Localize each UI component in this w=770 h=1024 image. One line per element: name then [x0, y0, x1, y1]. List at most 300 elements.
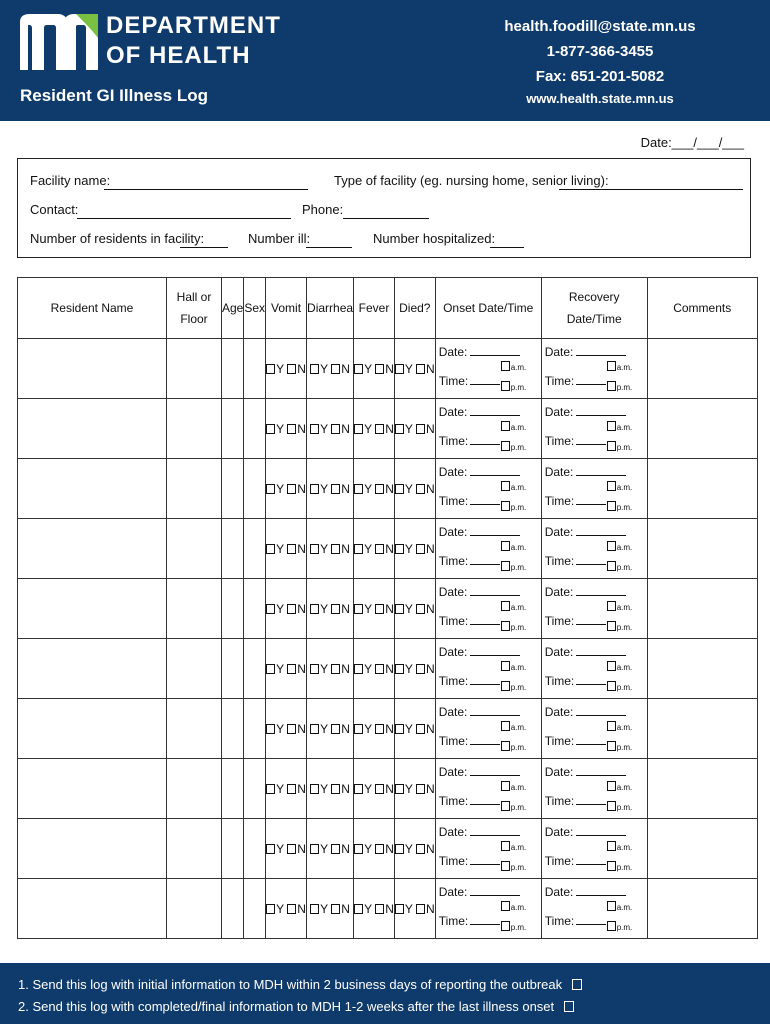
- onset-time[interactable]: [439, 614, 501, 628]
- died-yes-checkbox[interactable]: [395, 844, 404, 854]
- am-checkbox[interactable]: [501, 841, 510, 851]
- diarrhea-yes-checkbox[interactable]: [310, 604, 319, 614]
- onset-pm[interactable]: [501, 381, 527, 392]
- fever-no-checkbox[interactable]: [375, 664, 384, 674]
- recovery-date[interactable]: [545, 525, 627, 539]
- facility-type-field[interactable]: [559, 189, 743, 190]
- onset-time[interactable]: [439, 374, 501, 388]
- vomit-no-checkbox[interactable]: [287, 844, 296, 854]
- fever-no-checkbox[interactable]: [375, 784, 384, 794]
- fever-yes-checkbox[interactable]: [354, 484, 363, 494]
- onset-time[interactable]: [439, 854, 501, 868]
- resident-name-cell[interactable]: [18, 879, 167, 939]
- onset-pm[interactable]: [501, 921, 527, 932]
- recovery-time[interactable]: [545, 734, 607, 748]
- died-yes-checkbox[interactable]: [395, 604, 404, 614]
- diarrhea-yes-checkbox[interactable]: [310, 784, 319, 794]
- onset-am[interactable]: [501, 721, 527, 732]
- fever-yes-checkbox[interactable]: [354, 424, 363, 434]
- hospitalized-count-field[interactable]: [490, 247, 524, 248]
- pm-checkbox[interactable]: [501, 621, 510, 631]
- time-label: Time:: [438, 434, 469, 448]
- vomit-no-checkbox[interactable]: [287, 784, 296, 794]
- onset-am[interactable]: [501, 781, 527, 792]
- recovery-pm[interactable]: [607, 621, 633, 632]
- died-yes-checkbox[interactable]: [395, 364, 404, 374]
- am-checkbox[interactable]: [607, 661, 616, 671]
- ill-count-field[interactable]: [306, 247, 352, 248]
- hall-floor-cell[interactable]: [167, 579, 222, 639]
- onset-am[interactable]: [501, 601, 527, 612]
- onset-date[interactable]: [439, 585, 521, 599]
- onset-pm[interactable]: [501, 501, 527, 512]
- fever-yes-checkbox[interactable]: [354, 724, 363, 734]
- recovery-pm[interactable]: [607, 921, 633, 932]
- sex-cell[interactable]: [244, 399, 266, 459]
- fever-no-checkbox[interactable]: [375, 604, 384, 614]
- died-no-checkbox[interactable]: [416, 544, 425, 554]
- fever-yes-checkbox[interactable]: [354, 904, 363, 914]
- age-cell[interactable]: [222, 339, 244, 399]
- recovery-time[interactable]: [545, 914, 607, 928]
- onset-date[interactable]: [439, 405, 521, 419]
- died-no-checkbox[interactable]: [416, 784, 425, 794]
- onset-pm[interactable]: [501, 561, 527, 572]
- fever-yes-checkbox[interactable]: [354, 544, 363, 554]
- age-cell[interactable]: [222, 879, 244, 939]
- resident-name-cell[interactable]: [18, 759, 167, 819]
- comments-cell[interactable]: [647, 339, 757, 399]
- onset-pm[interactable]: [501, 801, 527, 812]
- hall-floor-cell[interactable]: [167, 639, 222, 699]
- sex-cell[interactable]: [244, 339, 266, 399]
- onset-cell: [435, 519, 541, 579]
- recovery-pm[interactable]: [607, 861, 633, 872]
- recovery-pm[interactable]: [607, 501, 633, 512]
- hall-floor-cell[interactable]: [167, 339, 222, 399]
- pm-checkbox[interactable]: [607, 381, 616, 391]
- pm-checkbox[interactable]: [501, 861, 510, 871]
- died-yes-checkbox[interactable]: [395, 904, 404, 914]
- vomit-no-checkbox[interactable]: [287, 664, 296, 674]
- onset-date[interactable]: [439, 885, 521, 899]
- resident-name-cell[interactable]: [18, 339, 167, 399]
- recovery-am[interactable]: [607, 841, 633, 852]
- onset-cell: [435, 699, 541, 759]
- onset-date[interactable]: [439, 705, 521, 719]
- diarrhea-no-checkbox[interactable]: [331, 784, 340, 794]
- am-checkbox[interactable]: [501, 481, 510, 491]
- hall-floor-cell[interactable]: [167, 399, 222, 459]
- diarrhea-no-checkbox[interactable]: [331, 844, 340, 854]
- onset-pm[interactable]: [501, 681, 527, 692]
- pm-checkbox[interactable]: [607, 861, 616, 871]
- vomit-yn: [266, 639, 307, 699]
- pm-checkbox[interactable]: [607, 681, 616, 691]
- am-checkbox[interactable]: [501, 781, 510, 791]
- comments-cell[interactable]: [647, 579, 757, 639]
- diarrhea-no-checkbox[interactable]: [331, 364, 340, 374]
- onset-time[interactable]: [439, 674, 501, 688]
- am-label: a.m.: [616, 603, 633, 612]
- age-cell[interactable]: [222, 639, 244, 699]
- pm-checkbox[interactable]: [607, 621, 616, 631]
- time-label: Time:: [544, 794, 575, 808]
- pm-checkbox[interactable]: [501, 501, 510, 511]
- died-yes-checkbox[interactable]: [395, 724, 404, 734]
- am-checkbox[interactable]: [607, 421, 616, 431]
- pm-checkbox[interactable]: [501, 381, 510, 391]
- comments-cell[interactable]: [647, 459, 757, 519]
- phone-field[interactable]: [343, 218, 429, 219]
- diarrhea-no-checkbox[interactable]: [331, 544, 340, 554]
- hall-floor-cell[interactable]: [167, 759, 222, 819]
- fever-no-checkbox[interactable]: [375, 544, 384, 554]
- table-row: [18, 399, 758, 459]
- comments-cell[interactable]: [647, 519, 757, 579]
- fever-yes-checkbox[interactable]: [354, 664, 363, 674]
- sex-cell[interactable]: [244, 699, 266, 759]
- sex-cell[interactable]: [244, 579, 266, 639]
- pm-label: p.m.: [510, 923, 527, 932]
- fever-yn: [354, 339, 395, 399]
- fever-no-checkbox[interactable]: [375, 904, 384, 914]
- recovery-pm[interactable]: [607, 681, 633, 692]
- fever-no-checkbox[interactable]: [375, 484, 384, 494]
- vomit-yes-checkbox[interactable]: [266, 544, 275, 554]
- recovery-date[interactable]: [545, 705, 627, 719]
- comments-cell[interactable]: [647, 639, 757, 699]
- am-checkbox[interactable]: [607, 901, 616, 911]
- onset-am[interactable]: [501, 421, 527, 432]
- fever-yes-checkbox[interactable]: [354, 604, 363, 614]
- sex-cell[interactable]: [244, 759, 266, 819]
- recovery-date[interactable]: [545, 405, 627, 419]
- am-checkbox[interactable]: [501, 421, 510, 431]
- died-no-checkbox[interactable]: [416, 904, 425, 914]
- yes-label: Y: [404, 781, 413, 796]
- onset-date[interactable]: [439, 345, 521, 359]
- sex-cell[interactable]: [244, 459, 266, 519]
- no-label: N: [341, 541, 350, 556]
- recovery-am[interactable]: [607, 721, 633, 732]
- died-no-checkbox[interactable]: [416, 664, 425, 674]
- recovery-am[interactable]: [607, 481, 633, 492]
- hall-floor-cell[interactable]: [167, 699, 222, 759]
- am-checkbox[interactable]: [607, 361, 616, 371]
- vomit-yes-checkbox[interactable]: [266, 364, 275, 374]
- diarrhea-no-checkbox[interactable]: [331, 724, 340, 734]
- died-no-checkbox[interactable]: [416, 484, 425, 494]
- illness-log-table: [17, 277, 758, 939]
- recovery-am[interactable]: [607, 421, 633, 432]
- hall-floor-cell[interactable]: [167, 879, 222, 939]
- recovery-date[interactable]: [545, 465, 627, 479]
- recovery-time[interactable]: [545, 674, 607, 688]
- recovery-pm[interactable]: [607, 801, 633, 812]
- onset-am[interactable]: [501, 661, 527, 672]
- comments-cell[interactable]: [647, 699, 757, 759]
- sex-cell[interactable]: [244, 879, 266, 939]
- diarrhea-yes-checkbox[interactable]: [310, 364, 319, 374]
- vomit-no-checkbox[interactable]: [287, 364, 296, 374]
- age-cell[interactable]: [222, 459, 244, 519]
- vomit-yes-checkbox[interactable]: [266, 784, 275, 794]
- col-header-resident-name: Resident Name: [18, 278, 167, 339]
- vomit-yes-checkbox[interactable]: [266, 424, 275, 434]
- vomit-yes-checkbox[interactable]: [266, 844, 275, 854]
- am-checkbox[interactable]: [501, 661, 510, 671]
- fever-yes-checkbox[interactable]: [354, 784, 363, 794]
- recovery-pm[interactable]: [607, 561, 633, 572]
- yes-label: Y: [276, 601, 284, 616]
- yes-label: Y: [364, 421, 372, 436]
- yes-label: Y: [320, 541, 328, 556]
- vomit-no-checkbox[interactable]: [287, 904, 296, 914]
- diarrhea-yn: [307, 699, 354, 759]
- recovery-time[interactable]: [545, 554, 607, 568]
- recovery-time[interactable]: [545, 374, 607, 388]
- onset-am[interactable]: [501, 361, 527, 372]
- age-cell[interactable]: [222, 759, 244, 819]
- fever-yes-checkbox[interactable]: [354, 364, 363, 374]
- resident-name-cell[interactable]: [18, 459, 167, 519]
- pm-checkbox[interactable]: [501, 441, 510, 451]
- died-no-checkbox[interactable]: [416, 844, 425, 854]
- comments-cell[interactable]: [647, 399, 757, 459]
- resident-name-cell[interactable]: [18, 819, 167, 879]
- recovery-pm[interactable]: [607, 441, 633, 452]
- comments-cell[interactable]: [647, 879, 757, 939]
- fever-yes-checkbox[interactable]: [354, 844, 363, 854]
- onset-pm[interactable]: [501, 621, 527, 632]
- resident-name-cell[interactable]: [18, 519, 167, 579]
- onset-time[interactable]: [439, 434, 501, 448]
- died-no-checkbox[interactable]: [416, 364, 425, 374]
- recovery-time[interactable]: [545, 614, 607, 628]
- hall-floor-cell[interactable]: [167, 819, 222, 879]
- yes-label: Y: [276, 421, 284, 436]
- died-yes-checkbox[interactable]: [395, 424, 404, 434]
- diarrhea-yes-checkbox[interactable]: [310, 484, 319, 494]
- pm-checkbox[interactable]: [501, 921, 510, 931]
- hall-floor-cell[interactable]: [167, 459, 222, 519]
- initial-sent-checkbox[interactable]: [572, 979, 582, 990]
- contact-field[interactable]: [77, 218, 291, 219]
- diarrhea-yes-checkbox[interactable]: [310, 724, 319, 734]
- age-cell[interactable]: [222, 519, 244, 579]
- vomit-no-checkbox[interactable]: [287, 724, 296, 734]
- diarrhea-yn: [307, 339, 354, 399]
- vomit-yn: [266, 579, 307, 639]
- pm-checkbox[interactable]: [501, 561, 510, 571]
- recovery-time[interactable]: [545, 494, 607, 508]
- am-checkbox[interactable]: [501, 541, 510, 551]
- diarrhea-no-checkbox[interactable]: [331, 424, 340, 434]
- fever-no-checkbox[interactable]: [375, 424, 384, 434]
- diarrhea-yes-checkbox[interactable]: [310, 904, 319, 914]
- vomit-yes-checkbox[interactable]: [266, 724, 275, 734]
- recovery-date[interactable]: [545, 885, 627, 899]
- diarrhea-no-checkbox[interactable]: [331, 604, 340, 614]
- vomit-yes-checkbox[interactable]: [266, 604, 275, 614]
- sex-cell[interactable]: [244, 519, 266, 579]
- final-sent-checkbox[interactable]: [564, 1001, 574, 1012]
- recovery-date[interactable]: [545, 765, 627, 779]
- onset-am[interactable]: [501, 541, 527, 552]
- onset-pm[interactable]: [501, 441, 527, 452]
- recovery-time[interactable]: [545, 794, 607, 808]
- recovery-date[interactable]: [545, 825, 627, 839]
- onset-am[interactable]: [501, 481, 527, 492]
- resident-name-cell[interactable]: [18, 639, 167, 699]
- comments-cell[interactable]: [647, 759, 757, 819]
- died-no-checkbox[interactable]: [416, 724, 425, 734]
- am-checkbox[interactable]: [607, 481, 616, 491]
- onset-time[interactable]: [439, 734, 501, 748]
- am-checkbox[interactable]: [607, 601, 616, 611]
- age-cell[interactable]: [222, 819, 244, 879]
- died-yn: [394, 759, 435, 819]
- vomit-yn: [266, 459, 307, 519]
- facility-name-field[interactable]: [104, 189, 308, 190]
- pm-checkbox[interactable]: [501, 801, 510, 811]
- no-label: N: [385, 481, 394, 496]
- recovery-am[interactable]: [607, 901, 633, 912]
- died-yes-checkbox[interactable]: [395, 664, 404, 674]
- hall-floor-cell[interactable]: [167, 519, 222, 579]
- yes-label: Y: [320, 361, 328, 376]
- vomit-yn: [266, 699, 307, 759]
- log-date-field[interactable]: Date:___/___/___: [640, 135, 744, 150]
- diarrhea-yes-checkbox[interactable]: [310, 664, 319, 674]
- age-cell[interactable]: [222, 699, 244, 759]
- diarrhea-no-checkbox[interactable]: [331, 904, 340, 914]
- resident-name-cell[interactable]: [18, 699, 167, 759]
- died-no-checkbox[interactable]: [416, 604, 425, 614]
- recovery-date[interactable]: [545, 645, 627, 659]
- vomit-yes-checkbox[interactable]: [266, 904, 275, 914]
- diarrhea-yn: [307, 579, 354, 639]
- onset-time[interactable]: [439, 554, 501, 568]
- am-label: a.m.: [616, 783, 633, 792]
- recovery-pm[interactable]: [607, 381, 633, 392]
- onset-am[interactable]: [501, 901, 527, 912]
- died-no-checkbox[interactable]: [416, 424, 425, 434]
- residents-count-field[interactable]: [180, 247, 228, 248]
- pm-checkbox[interactable]: [607, 501, 616, 511]
- pm-checkbox[interactable]: [607, 561, 616, 571]
- am-checkbox[interactable]: [607, 781, 616, 791]
- diarrhea-yes-checkbox[interactable]: [310, 844, 319, 854]
- comments-cell[interactable]: [647, 819, 757, 879]
- fever-no-checkbox[interactable]: [375, 364, 384, 374]
- recovery-pm[interactable]: [607, 741, 633, 752]
- onset-time[interactable]: [439, 494, 501, 508]
- vomit-no-checkbox[interactable]: [287, 604, 296, 614]
- recovery-cell: [541, 639, 647, 699]
- age-cell[interactable]: [222, 579, 244, 639]
- table-row: [18, 579, 758, 639]
- am-label: a.m.: [616, 903, 633, 912]
- recovery-date[interactable]: [545, 585, 627, 599]
- pm-checkbox[interactable]: [501, 741, 510, 751]
- table-header-row: [18, 278, 758, 339]
- onset-date[interactable]: [439, 645, 521, 659]
- am-checkbox[interactable]: [501, 901, 510, 911]
- onset-time[interactable]: [439, 794, 501, 808]
- onset-date[interactable]: [439, 825, 521, 839]
- fever-yn: [354, 519, 395, 579]
- vomit-yes-checkbox[interactable]: [266, 484, 275, 494]
- vomit-no-checkbox[interactable]: [287, 544, 296, 554]
- onset-date[interactable]: [439, 465, 521, 479]
- pm-checkbox[interactable]: [501, 681, 510, 691]
- sex-cell[interactable]: [244, 819, 266, 879]
- pm-checkbox[interactable]: [607, 741, 616, 751]
- am-checkbox[interactable]: [501, 601, 510, 611]
- recovery-date[interactable]: [545, 345, 627, 359]
- am-checkbox[interactable]: [607, 541, 616, 551]
- onset-pm[interactable]: [501, 861, 527, 872]
- fever-no-checkbox[interactable]: [375, 724, 384, 734]
- recovery-am[interactable]: [607, 601, 633, 612]
- age-cell[interactable]: [222, 399, 244, 459]
- yes-label: Y: [320, 481, 328, 496]
- vomit-yes-checkbox[interactable]: [266, 664, 275, 674]
- pm-checkbox[interactable]: [607, 441, 616, 451]
- recovery-am[interactable]: [607, 541, 633, 552]
- diarrhea-yn: [307, 879, 354, 939]
- resident-name-cell[interactable]: [18, 579, 167, 639]
- time-label: Time:: [438, 854, 469, 868]
- vomit-no-checkbox[interactable]: [287, 484, 296, 494]
- sex-cell[interactable]: [244, 639, 266, 699]
- diarrhea-yes-checkbox[interactable]: [310, 544, 319, 554]
- date-label: Date:: [544, 645, 574, 659]
- diarrhea-yn: [307, 639, 354, 699]
- am-checkbox[interactable]: [607, 721, 616, 731]
- recovery-time[interactable]: [545, 854, 607, 868]
- diarrhea-no-checkbox[interactable]: [331, 664, 340, 674]
- died-yes-checkbox[interactable]: [395, 544, 404, 554]
- am-checkbox[interactable]: [501, 361, 510, 371]
- diarrhea-no-checkbox[interactable]: [331, 484, 340, 494]
- diarrhea-yes-checkbox[interactable]: [310, 424, 319, 434]
- recovery-am[interactable]: [607, 781, 633, 792]
- recovery-am[interactable]: [607, 361, 633, 372]
- recovery-time[interactable]: [545, 434, 607, 448]
- am-checkbox[interactable]: [501, 721, 510, 731]
- pm-checkbox[interactable]: [607, 801, 616, 811]
- yes-label: Y: [404, 481, 413, 496]
- onset-date[interactable]: [439, 765, 521, 779]
- diarrhea-yn: [307, 819, 354, 879]
- died-yes-checkbox[interactable]: [395, 484, 404, 494]
- recovery-am[interactable]: [607, 661, 633, 672]
- died-yes-checkbox[interactable]: [395, 784, 404, 794]
- am-checkbox[interactable]: [607, 841, 616, 851]
- onset-date[interactable]: [439, 525, 521, 539]
- onset-time[interactable]: [439, 914, 501, 928]
- onset-pm[interactable]: [501, 741, 527, 752]
- pm-checkbox[interactable]: [607, 921, 616, 931]
- yes-label: Y: [364, 541, 372, 556]
- vomit-no-checkbox[interactable]: [287, 424, 296, 434]
- resident-name-cell[interactable]: [18, 399, 167, 459]
- onset-am[interactable]: [501, 841, 527, 852]
- fever-no-checkbox[interactable]: [375, 844, 384, 854]
